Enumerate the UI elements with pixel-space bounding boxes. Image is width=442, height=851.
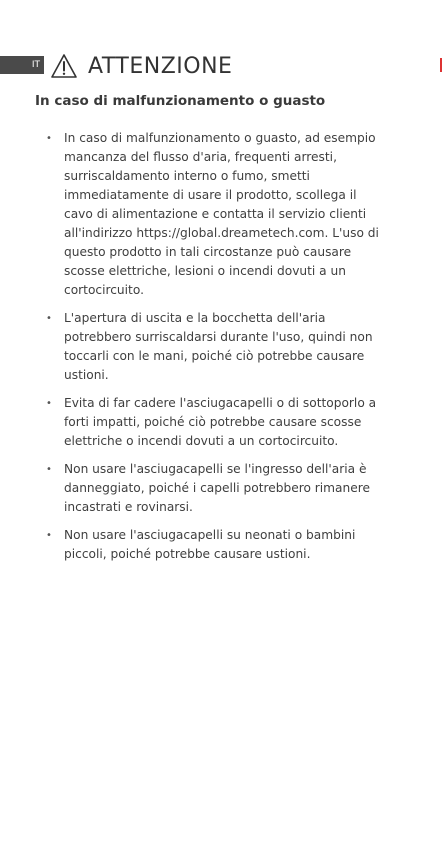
language-tab: IT (0, 56, 44, 74)
list-item-text: L'apertura di uscita e la bocchetta dell'aria potrebbero surriscaldarsi durante l'uso, quindi non toccarli con le mani, poiché ciò potrebbe causare ustioni. (64, 311, 373, 382)
list-item (35, 526, 380, 564)
list-item (35, 460, 380, 517)
list-item (35, 394, 380, 451)
bullet-icon: • (46, 398, 52, 409)
warning-triangle-icon (50, 52, 78, 80)
bullet-icon: • (46, 464, 52, 475)
list-item-text: In caso di malfunzionamento o guasto, ad esempio mancanza del flusso d'aria, frequenti arresti, surriscaldamento interno o fumo, smetti immediatamente di usare il prodotto, scollega il cavo di alimentazione e contatta il servizio clienti all'indirizzo https://global.dreametech.com. L'uso di questo prodotto in tali circostanze può causare scosse elettriche, lesioni o incendi dovuti a un cortocircuito. (64, 131, 379, 297)
list-item-text: Non usare l'asciugacapelli su neonati o bambini piccoli, poiché potrebbe causare ustioni. (64, 528, 356, 561)
list-item-text: Non usare l'asciugacapelli se l'ingresso dell'aria è danneggiato, poiché i capelli potrebbero rimanere incastrati e rovinarsi. (64, 462, 370, 514)
bullet-icon: • (46, 133, 52, 144)
warning-list (35, 129, 380, 573)
bullet-icon: • (46, 530, 52, 541)
list-item-text: Evita di far cadere l'asciugacapelli o di sottoporlo a forti impatti, poiché ciò potrebbe causare scosse elettriche o incendi dovuti a un cortocircuito. (64, 396, 377, 448)
section-title: In caso di malfunzionamento o guasto (35, 93, 326, 109)
list-item (35, 309, 380, 385)
list-item (35, 129, 380, 300)
page-title: ATTENZIONE (88, 53, 233, 79)
warning-header (50, 52, 232, 80)
bullet-icon: • (46, 313, 52, 324)
